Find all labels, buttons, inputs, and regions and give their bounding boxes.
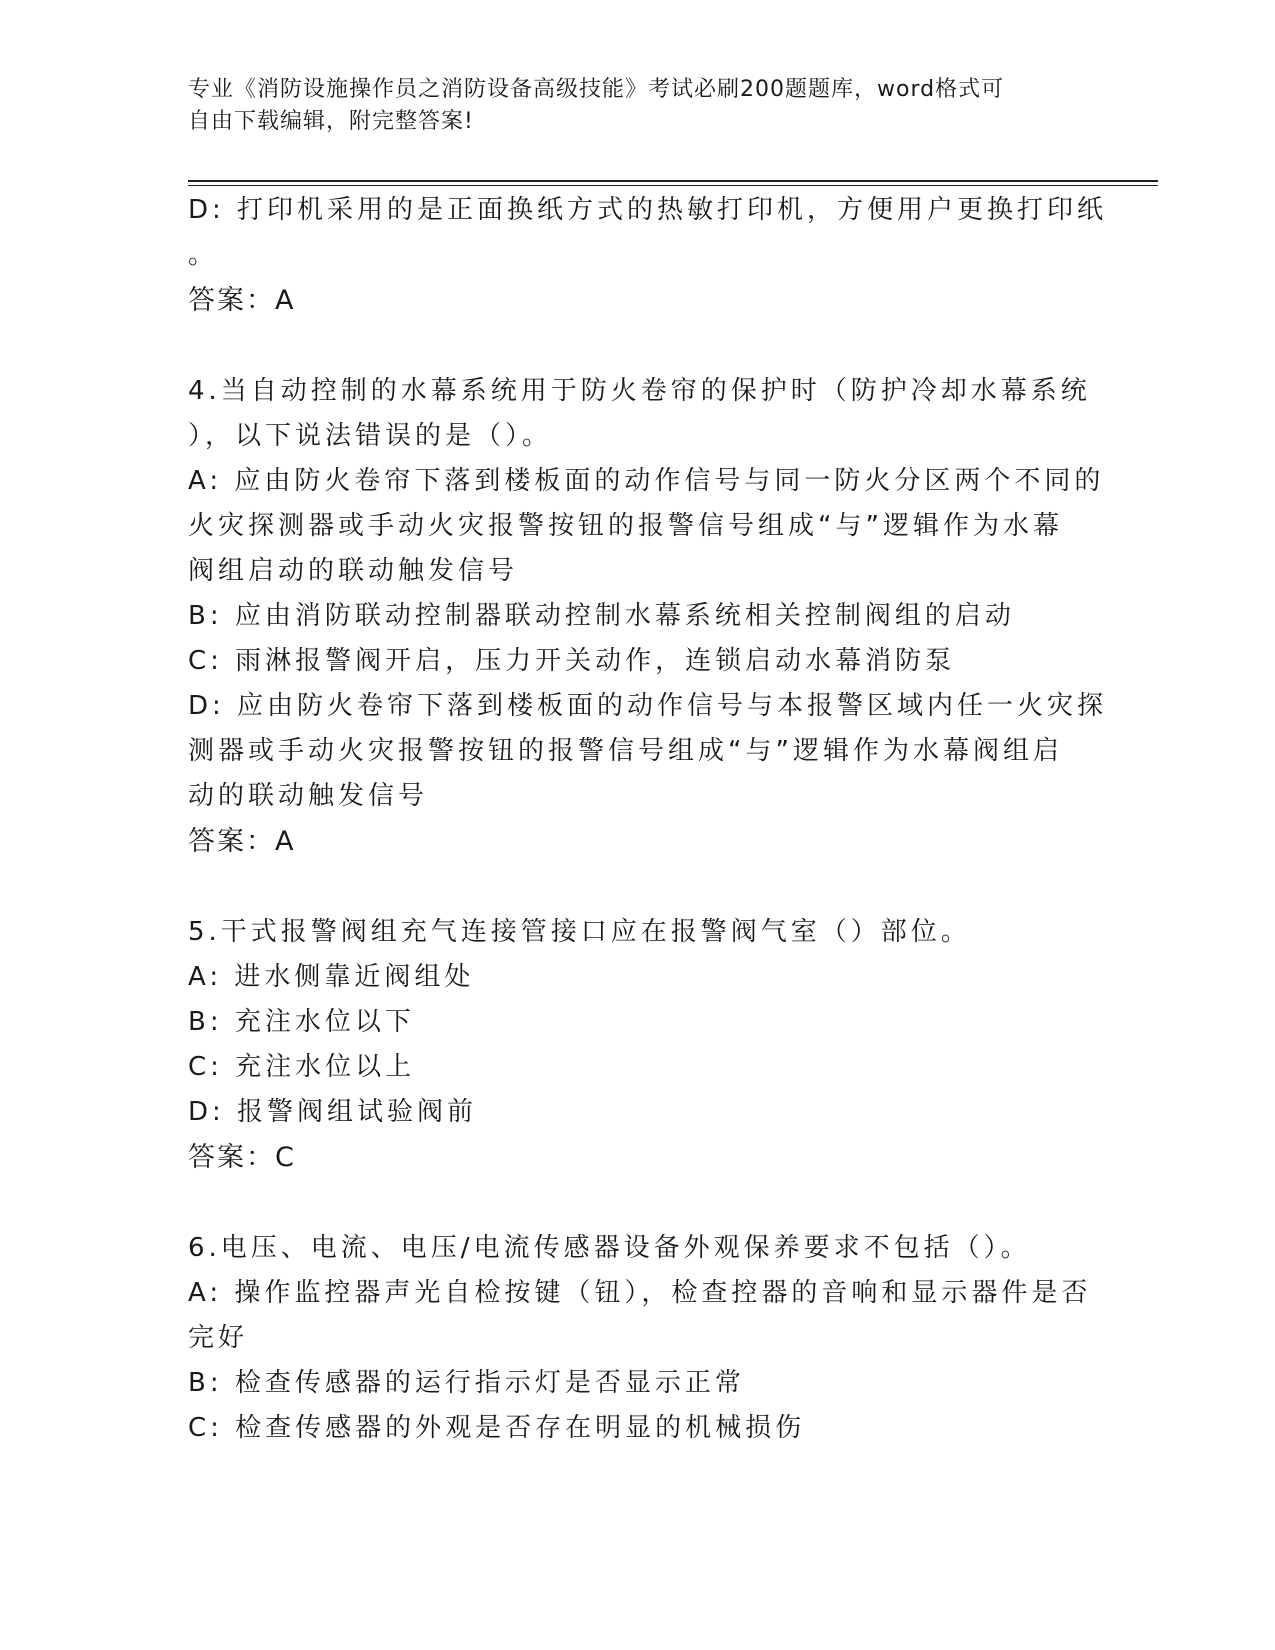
option-c: C: 充注水位以上 bbox=[188, 1052, 416, 1082]
option-b: B: 应由消防联动控制器联动控制水幕系统相关控制阀组的启动 bbox=[188, 601, 1015, 631]
header-rule-thick bbox=[188, 180, 1158, 182]
option-a-line-1: A: 应由防火卷帘下落到楼板面的动作信号与同一防火分区两个不同的 bbox=[188, 466, 1105, 496]
option-d-line-2: 测器或手动火灾报警按钮的报警信号组成“与”逻辑作为水幕阀组启 bbox=[188, 736, 1063, 766]
option-a-line-2: 完好 bbox=[188, 1323, 249, 1353]
question-stem: 6.电压、电流、电压/电流传感器设备外观保养要求不包括（）。 bbox=[188, 1233, 1031, 1263]
option-d-line-2: 。 bbox=[188, 240, 219, 270]
question-4 bbox=[188, 369, 1108, 864]
question-3-tail bbox=[188, 188, 1108, 323]
option-b: B: 检查传感器的运行指示灯是否显示正常 bbox=[188, 1368, 745, 1398]
option-b: B: 充注水位以下 bbox=[188, 1007, 415, 1037]
answer-line: 答案：A bbox=[188, 826, 296, 857]
spacer bbox=[188, 864, 1088, 910]
option-a-line-1: A: 操作监控器声光自检按键（钮），检查控器的音响和显示器件是否 bbox=[188, 1278, 1092, 1308]
option-c: C: 雨淋报警阀开启，压力开关动作，连锁启动水幕消防泵 bbox=[188, 646, 956, 676]
option-d-line-1: D: 打印机采用的是正面换纸方式的热敏打印机，方便用户更换打印纸 bbox=[188, 195, 1108, 225]
option-d: D: 报警阀组试验阀前 bbox=[188, 1097, 478, 1127]
option-a-line-3: 阀组启动的联动触发信号 bbox=[188, 556, 519, 586]
question-stem-line-2: ），以下说法错误的是（）。 bbox=[188, 421, 553, 451]
document-body bbox=[188, 188, 1108, 1451]
question-5 bbox=[188, 910, 1088, 1180]
answer-line: 答案：C bbox=[188, 1142, 296, 1173]
header-line-2: 自由下载编辑，附完整答案! bbox=[188, 109, 474, 134]
option-a-line-2: 火灾探测器或手动火灾报警按钮的报警信号组成“与”逻辑作为水幕 bbox=[188, 511, 1063, 541]
spacer bbox=[188, 323, 1088, 369]
option-d-line-3: 动的联动触发信号 bbox=[188, 781, 429, 811]
header-line-1: 专业《消防设施操作员之消防设备高级技能》考试必刷200题题库，word格式可 bbox=[188, 77, 1005, 102]
option-c: C: 检查传感器的外观是否存在明显的机械损伤 bbox=[188, 1413, 806, 1443]
document-header bbox=[188, 74, 1068, 138]
question-stem: 5.干式报警阀组充气连接管接口应在报警阀气室（）部位。 bbox=[188, 917, 971, 947]
answer-line: 答案：A bbox=[188, 285, 296, 316]
option-d-line-1: D: 应由防火卷帘下落到楼板面的动作信号与本报警区域内任一火灾探 bbox=[188, 691, 1108, 721]
option-a: A: 进水侧靠近阀组处 bbox=[188, 962, 475, 992]
question-stem-line-1: 4.当自动控制的水幕系统用于防火卷帘的保护时（防护冷却水幕系统 bbox=[188, 376, 1091, 406]
question-6 bbox=[188, 1226, 1092, 1451]
spacer bbox=[188, 1180, 1088, 1226]
header-rule-thin bbox=[188, 185, 1158, 186]
